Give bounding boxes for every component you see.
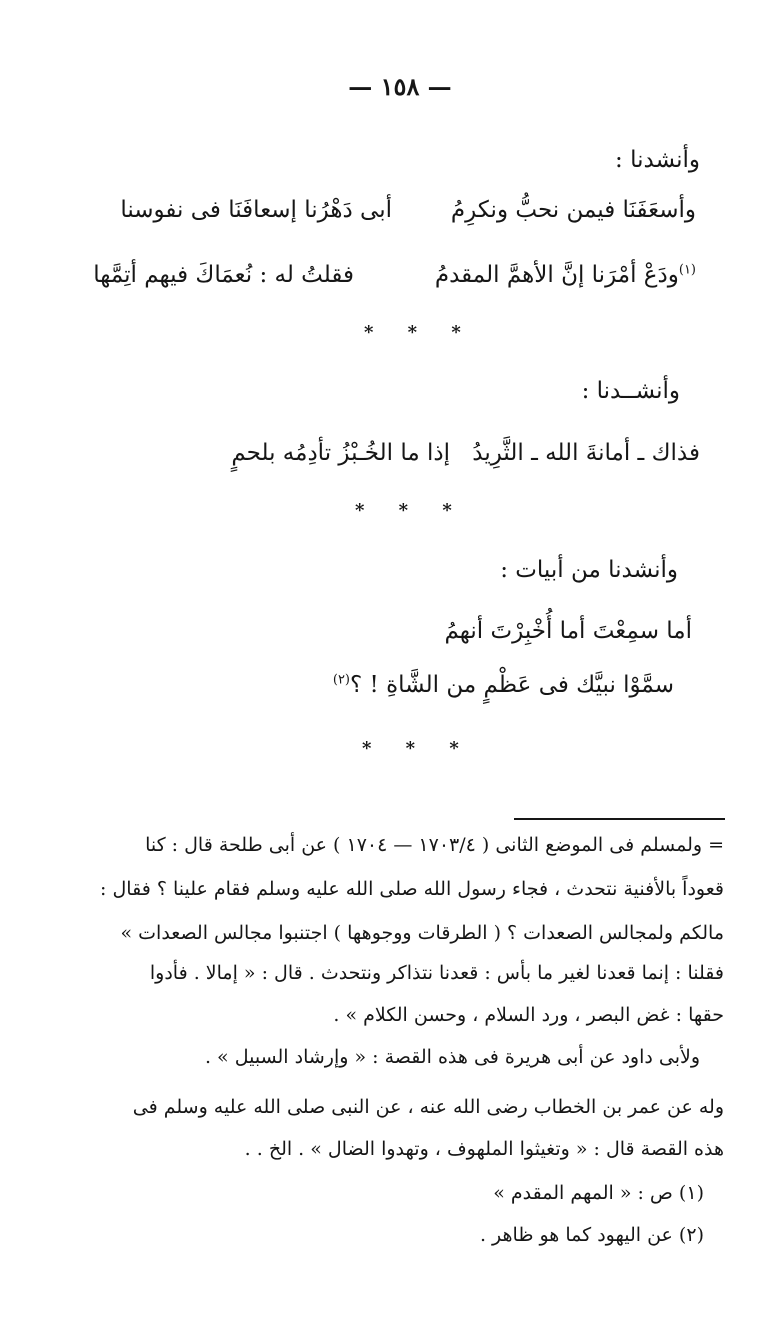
footnote-line: حقها : غض البصر ، ورد السلام ، وحسن الكلام » .	[333, 1004, 724, 1026]
poem-intro-2: وأنشــدنا :	[581, 378, 680, 404]
footnote-divider	[514, 818, 725, 820]
verse-1-second-hemistich: وأسعَفَنَا فيمن نحبُّ ونكرِمُ	[450, 197, 696, 223]
footnote-2: (٢) عن اليهود كما هو ظاهر .	[479, 1224, 704, 1246]
verse-2-first-hemistich: فقلتُ له : نُعمَاكَ فيهم أتِمَّها	[93, 262, 354, 288]
verse-1-first-hemistich: أبى دَهْرُنا إسعافَنَا فى نفوسنا	[120, 197, 392, 223]
section-separator-3: * * *	[362, 738, 473, 759]
page-number: — ١٥٨ —	[348, 72, 452, 101]
verse-4-second-text: سمَّوْا نبيَّك فى عَظْمٍ من الشَّاةِ ! ؟	[350, 672, 674, 698]
footnote-line: = ولمسلم فى الموضع الثانى ( ١٧٠٣/٤ — ١٧٠٤ ) عن أبى طلحة قال : كنا	[145, 834, 724, 856]
verse-3-first-hemistich: إذا ما الخُـبْزُ تأدِمُه بلحمٍ	[231, 440, 450, 466]
poem-intro-1: وأنشدنا :	[615, 147, 700, 173]
footnote-line: وله عن عمر بن الخطاب رضى الله عنه ، عن النبى صلى الله عليه وسلم فى	[132, 1096, 724, 1118]
footnote-line: هذه القصة قال : « وتغيثوا الملهوف ، وتهدوا الضال » . الخ . .	[244, 1138, 724, 1160]
footnote-line: مالكم ولمجالس الصعدات ؟ ( الطرقات ووجوهها ) اجتنبوا مجالس الصعدات »	[120, 922, 724, 944]
footnote-line: فقلنا : إنما قعدنا لغير ما بأس : قعدنا نتذاكر ونتحدث . قال : « إمالا . فأدوا	[149, 962, 724, 984]
section-separator-2: * * *	[355, 500, 466, 521]
verse-4-first-hemistich: أما سمِعْتَ أما أُخْبِرْتَ أنهمُ	[444, 618, 692, 644]
verse-2-second-hemistich	[435, 262, 696, 288]
footnote-ref-1: (١)	[678, 262, 696, 278]
verse-4-second-hemistich	[333, 672, 674, 698]
verse-3-second-hemistich: فذاك ـ أمانةَ الله ـ الثَّرِيدُ	[472, 440, 700, 466]
section-separator-1: * * *	[364, 322, 475, 343]
footnote-ref-2: (٢)	[332, 672, 350, 688]
footnote-line: قعوداً بالأفنية نتحدث ، فجاء رسول الله صلى الله عليه وسلم فقام علينا ؟ فقال :	[100, 878, 724, 900]
footnote-line: ولأبى داود عن أبى هريرة فى هذه القصة : « وإرشاد السبيل » .	[204, 1046, 700, 1068]
verse-2-second-text: ودَعْ أمْرَنا إنَّ الأهمَّ المقدمُ	[434, 262, 679, 288]
footnote-1: (١) ص : « المهم المقدم »	[493, 1182, 704, 1204]
poem-intro-3: وأنشدنا من أبيات :	[500, 557, 678, 583]
